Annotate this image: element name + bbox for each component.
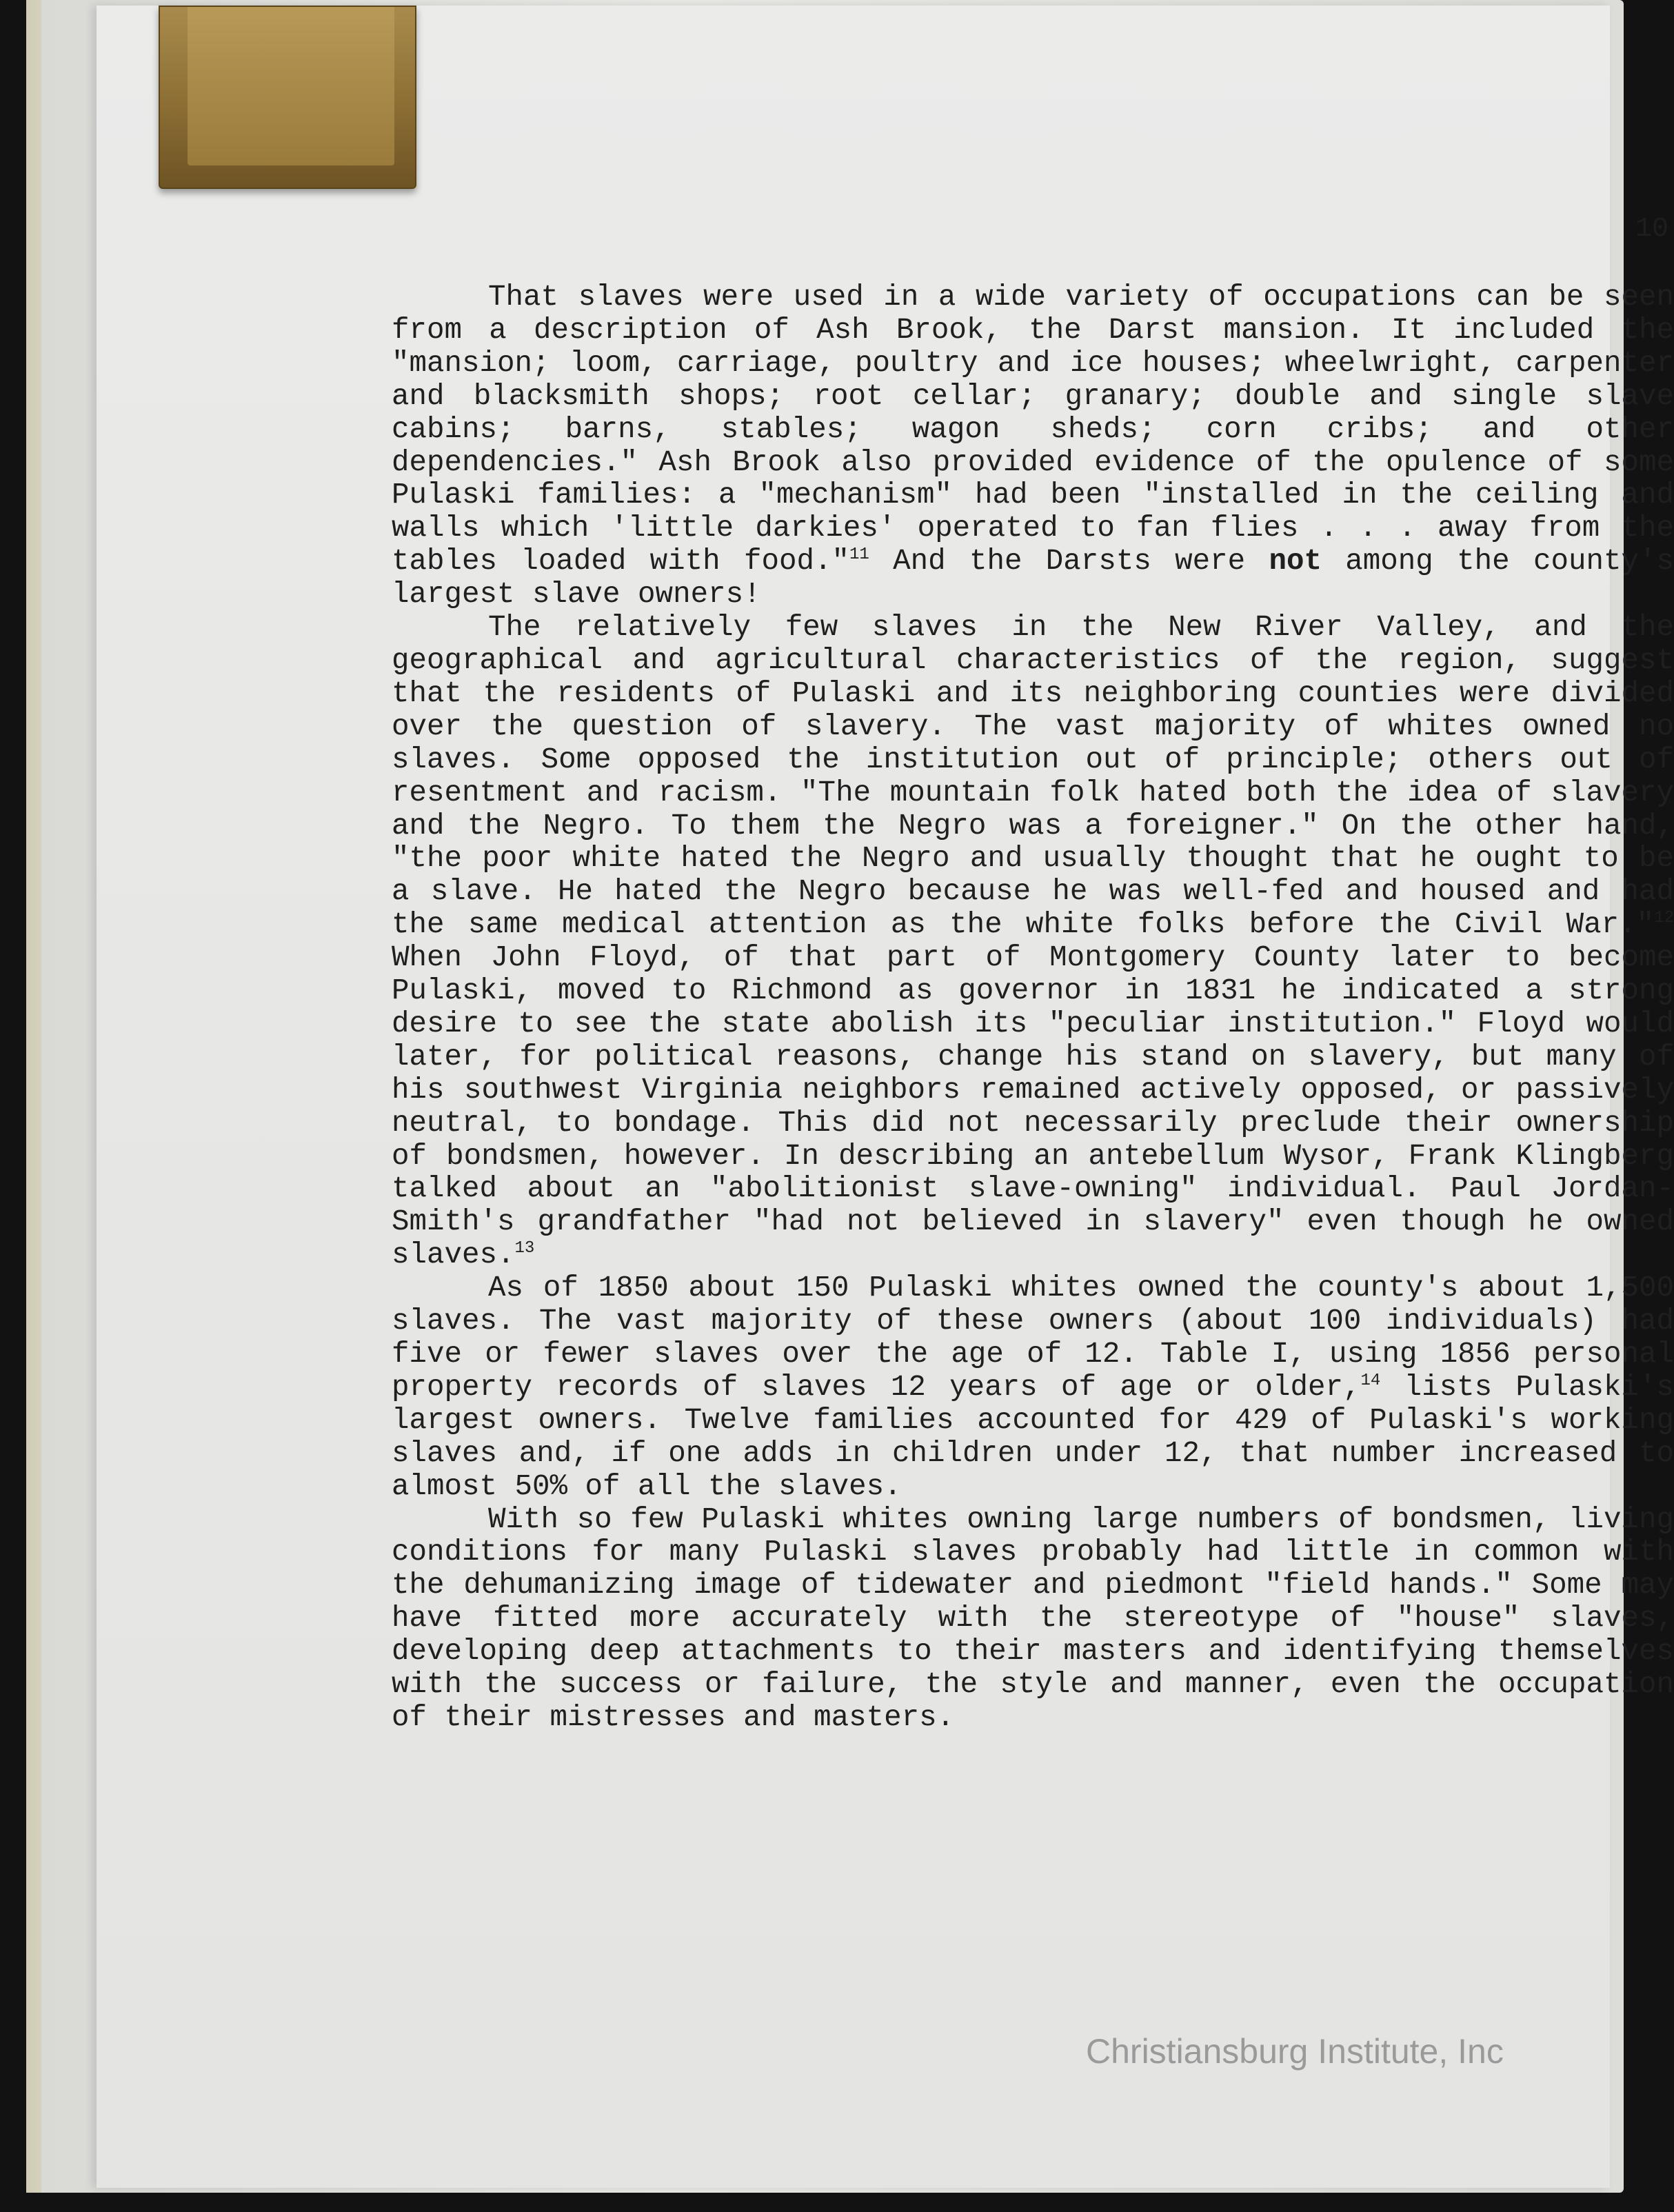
paragraph-divided-over-slavery: [392, 612, 1674, 1272]
paragraph-1-text-c: among the county's largest slave owners!: [392, 545, 1674, 612]
paragraph-living-conditions: [392, 1504, 1674, 1735]
paragraph-3-text-b: lists Pulaski's largest owners. Twelve families accounted for 429 of Pulaski's working slaves and, if one adds in children under 12, that number increased to almost 50% of all the slaves.: [392, 1370, 1674, 1503]
paragraph-4-text: With so few Pulaski whites owning large numbers of bondsmen, living conditions for many Pulaski slaves probably had little in common with the dehumanizing image of tidewater and piedmont "field hands." Some may have fitted more accurately with the stereotype of "house" slaves, developing deep attachments to their masters and identifying themselves with the success or failure, the style and manner, even the occupation of their mistresses and masters.: [392, 1502, 1674, 1734]
footnote-12: 12: [1654, 909, 1674, 928]
paragraph-3-text-a: As of 1850 about 150 Pulaski whites owned the county's about 1,500 slaves. The vast majority of these owners (about 100 individuals) had five or fewer slaves over the age of 12. Table I, using 1856 personal property records of slaves 12 years of age or older,: [392, 1271, 1674, 1404]
emphasis-not: not: [1269, 545, 1322, 579]
binder-clip-face: [188, 7, 394, 165]
paragraph-2-text-a: The relatively few slaves in the New River Valley, and the geographical and agricultural characteristics of the region, suggest that the residents of Pulaski and its neighboring counties were divided over the question of slavery. The vast majority of whites owned no slaves. Some opposed the institution out of principle; others out of resentment and racism. "The mountain folk hated both the idea of slavery and the Negro. To them the Negro was a foreigner." On the other hand, "the poor white hated the Negro and usually thought that he ought to be a slave. He hated the Negro because he was well-fed and housed and had the same medical attention as the white folks before the Civil War.": [392, 611, 1674, 942]
footnote-13: 13: [514, 1239, 535, 1258]
footnote-14: 14: [1360, 1371, 1381, 1390]
page-number: 10: [1635, 214, 1669, 245]
paragraph-2-text-b: When John Floyd, of that part of Montgomery County later to become Pulaski, moved to Richmond as governor in 1831 he indicated a strong desire to see the state abolish its "peculiar institution." Floyd would later, for political reasons, change his stand on slavery, but many of his southwest Virginia neighbors remained actively opposed, or passively neutral, to bondage. This did not necessarily preclude their ownership of bondsmen, however. In describing an antebellum Wysor, Frank Klingberg talked about an "abolitionist slave-owning" individual. Paul Jordan-Smith's grandfather "had not believed in slavery" even though he owned slaves.: [392, 941, 1674, 1272]
watermark: Christiansburg Institute, Inc: [1086, 2032, 1504, 2071]
paragraph-1850-owners: [392, 1272, 1674, 1503]
paragraph-1-text-a: That slaves were used in a wide variety of occupations can be seen from a description of Ash Brook, the Darst mansion. It included the "mansion; loom, carriage, poultry and ice houses; wheelwright, carpenter and blacksmith shops; root cellar; granary; double and single slave cabins; barns, stables; wagon sheds; corn cribs; and other dependencies." Ash Brook also provided evidence of the opulence of some Pulaski families: a "mechanism" had been "installed in the ceiling and walls which 'little darkies' operated to fan flies . . . away from the tables loaded with food.": [392, 281, 1674, 579]
document-page: [97, 6, 1674, 2188]
binder-clip: [159, 6, 416, 189]
paragraph-ash-brook: [392, 281, 1674, 612]
paragraph-1-text-b: And the Darsts were: [869, 545, 1269, 579]
body-text: [392, 281, 1674, 1735]
footnote-11: 11: [849, 545, 869, 565]
